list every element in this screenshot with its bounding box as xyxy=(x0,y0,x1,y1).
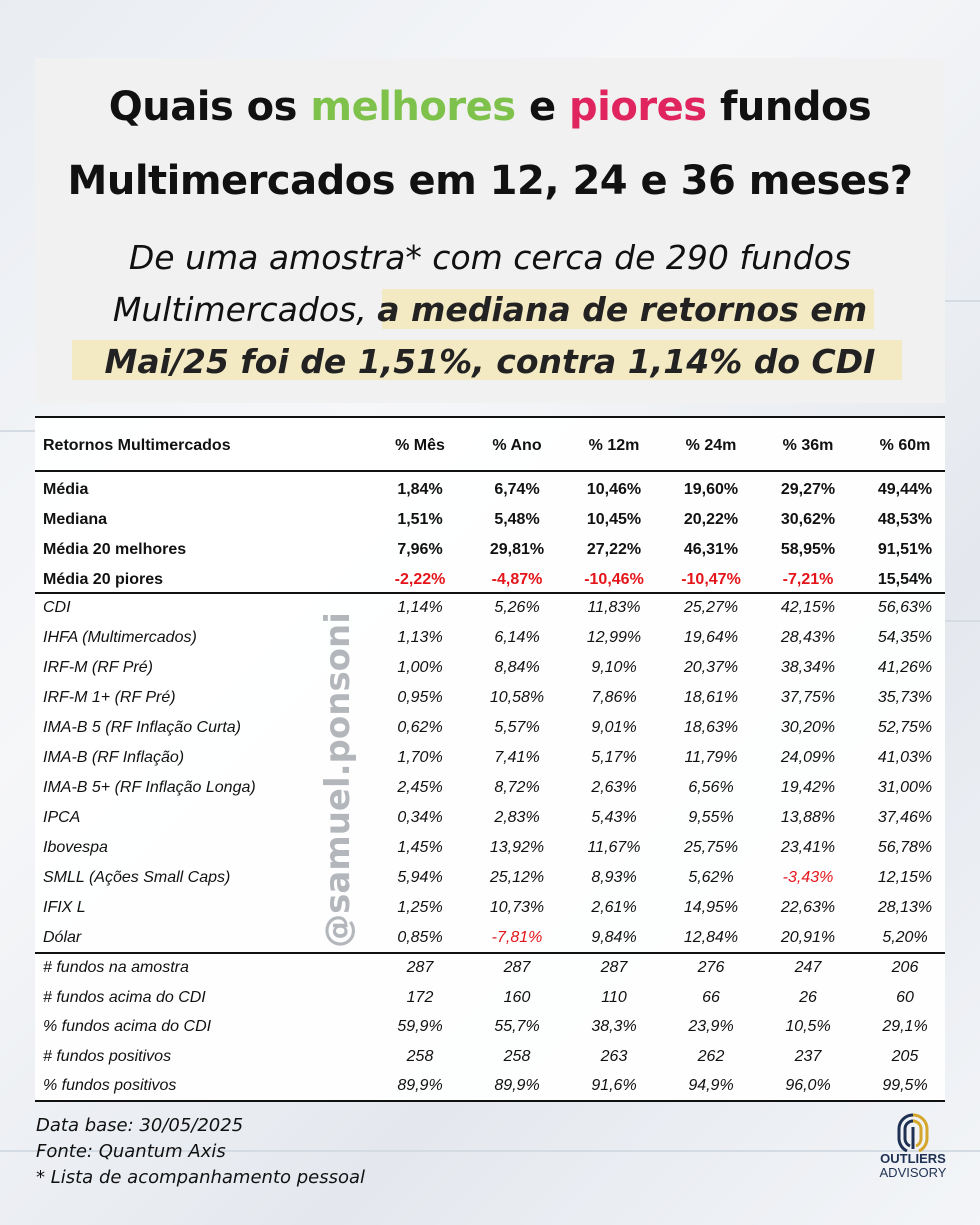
cell-value: 13,92% xyxy=(489,839,545,856)
cell-value: 37,46% xyxy=(877,809,933,826)
cell-value: 258 xyxy=(503,1047,531,1065)
cell-value: 29,27% xyxy=(780,481,836,498)
cell-value: 66 xyxy=(702,988,720,1006)
row-label: Mediana xyxy=(43,511,108,528)
row-label: CDI xyxy=(43,599,71,616)
cell-value: 5,20% xyxy=(882,929,928,946)
summary-row xyxy=(35,505,945,535)
benchmark-row xyxy=(35,773,945,803)
count-row xyxy=(35,1071,945,1101)
page-title-line1 xyxy=(0,84,980,130)
background-line xyxy=(0,430,35,432)
cell-value: 56,63% xyxy=(877,599,933,616)
benchmark-row xyxy=(35,743,945,773)
cell-value: 89,9% xyxy=(494,1077,540,1094)
cell-value: 262 xyxy=(697,1047,725,1065)
title-best-word: melhores xyxy=(310,84,516,130)
outliers-logo xyxy=(878,1112,948,1180)
benchmark-row xyxy=(35,923,945,953)
cell-value: 287 xyxy=(503,959,531,976)
cell-value: 15,54% xyxy=(877,571,933,588)
cell-value: 0,85% xyxy=(397,929,443,946)
cell-value: 10,73% xyxy=(489,899,545,916)
cell-value: 205 xyxy=(891,1047,919,1065)
column-header: % Ano xyxy=(492,437,542,454)
column-header: % 24m xyxy=(685,437,737,454)
cell-value: 56,78% xyxy=(877,839,933,856)
column-header: % 12m xyxy=(588,437,640,454)
title-text: Quais os xyxy=(108,84,311,130)
table-header-row xyxy=(35,431,945,461)
column-header: % 36m xyxy=(782,437,834,454)
cell-value: 8,93% xyxy=(591,869,637,886)
cell-value: 14,95% xyxy=(683,899,739,916)
cell-value: 19,64% xyxy=(683,629,739,646)
benchmark-row xyxy=(35,683,945,713)
count-row xyxy=(35,953,945,983)
cell-value: 58,95% xyxy=(780,541,836,558)
footer-note: * Lista de acompanhamento pessoal xyxy=(36,1167,366,1188)
title-text: fundos xyxy=(706,84,872,130)
cell-value: 19,42% xyxy=(780,779,836,796)
row-label: IMA-B 5+ (RF Inflação Longa) xyxy=(43,779,256,796)
cell-value: 91,6% xyxy=(591,1077,637,1094)
cell-value: 23,41% xyxy=(780,839,836,856)
cell-value: 20,37% xyxy=(683,659,739,676)
cell-value: 10,45% xyxy=(586,511,642,528)
cell-value: 28,43% xyxy=(780,629,836,646)
benchmark-row xyxy=(35,833,945,863)
benchmark-row xyxy=(35,653,945,683)
summary-row xyxy=(35,475,945,505)
cell-value: 59,9% xyxy=(397,1018,443,1035)
cell-value: 172 xyxy=(406,988,434,1006)
cell-value: 29,81% xyxy=(489,541,545,558)
cell-value: 0,34% xyxy=(397,809,443,826)
count-row xyxy=(35,983,945,1013)
cell-value: 38,3% xyxy=(591,1018,637,1035)
cell-value: 8,72% xyxy=(494,779,540,796)
subtitle-highlight-text: a mediana de retornos em xyxy=(377,290,868,329)
row-label: % fundos acima do CDI xyxy=(43,1018,212,1035)
cell-value: 41,26% xyxy=(877,659,933,676)
subtitle-line3: Mai/25 foi de 1,51%, contra 1,14% do CDI xyxy=(104,342,876,381)
cell-value: 247 xyxy=(794,959,822,976)
row-label: IFIX L xyxy=(43,899,86,916)
cell-value: 20,22% xyxy=(683,511,739,528)
cell-value: 31,00% xyxy=(877,779,933,796)
cell-value: 20,91% xyxy=(780,929,836,946)
cell-value: 110 xyxy=(601,988,627,1006)
cell-value: 96,0% xyxy=(785,1077,831,1094)
logo-text-advisory: ADVISORY xyxy=(879,1165,947,1180)
logo-text-outliers: OUTLIERS xyxy=(880,1151,946,1166)
row-label: Dólar xyxy=(43,929,82,946)
cell-value: 160 xyxy=(503,988,531,1006)
cell-value: 18,63% xyxy=(683,719,739,736)
column-header: % 60m xyxy=(879,437,931,454)
row-label: # fundos positivos xyxy=(43,1047,172,1065)
cell-value: 19,60% xyxy=(683,481,739,498)
cell-value: 27,22% xyxy=(586,541,642,558)
cell-value: 6,14% xyxy=(494,629,540,646)
cell-value: 0,95% xyxy=(397,689,443,706)
cell-value: 5,94% xyxy=(397,869,443,886)
cell-value: 1,25% xyxy=(397,899,443,916)
column-header: % Mês xyxy=(395,437,445,454)
cell-value: 42,15% xyxy=(780,599,836,616)
title-worst-word: piores xyxy=(569,84,707,130)
table-header-rule xyxy=(35,470,945,472)
row-label: Média 20 melhores xyxy=(43,541,187,558)
cell-value: 54,35% xyxy=(877,629,933,646)
cell-value: 46,31% xyxy=(683,541,739,558)
cell-value: 30,62% xyxy=(780,511,836,528)
table-top-rule xyxy=(35,416,945,418)
cell-value: 10,58% xyxy=(489,689,545,706)
cell-value: 5,48% xyxy=(494,511,540,528)
cell-value: 52,75% xyxy=(877,719,933,736)
cell-value: 25,27% xyxy=(683,599,739,616)
subtitle-line1: De uma amostra* com cerca de 290 fundos xyxy=(128,238,852,277)
row-label: IMA-B (RF Inflação) xyxy=(43,749,185,766)
cell-value: 22,63% xyxy=(780,899,836,916)
watermark-text: @samuel.ponsoni xyxy=(318,612,358,948)
cell-value: 1,70% xyxy=(397,749,443,766)
cell-value: 89,9% xyxy=(397,1077,443,1094)
row-label: SMLL (Ações Small Caps) xyxy=(43,869,231,886)
cell-value: 12,15% xyxy=(877,869,933,886)
cell-value: 1,14% xyxy=(397,599,443,616)
cell-value: 12,99% xyxy=(586,629,642,646)
cell-value: 91,51% xyxy=(877,541,933,558)
subtitle-line2 xyxy=(0,290,980,329)
footer-date: Data base: 30/05/2025 xyxy=(36,1115,244,1136)
cell-value: 18,61% xyxy=(683,689,739,706)
cell-value: 25,75% xyxy=(683,839,739,856)
row-label: Média 20 piores xyxy=(43,571,164,588)
cell-value: 1,00% xyxy=(397,659,443,676)
title-text: e xyxy=(515,84,570,130)
cell-value: 41,03% xyxy=(877,749,933,766)
cell-value: 26 xyxy=(799,988,817,1006)
count-row xyxy=(35,1012,945,1042)
watermark xyxy=(318,610,358,950)
cell-value: 49,44% xyxy=(877,481,933,498)
cell-value: 5,62% xyxy=(688,869,734,886)
cell-value: 6,74% xyxy=(494,481,540,498)
cell-value: 94,9% xyxy=(688,1077,734,1094)
cell-value: 11,67% xyxy=(587,839,641,856)
cell-value: 8,84% xyxy=(494,659,540,676)
cell-value: 7,96% xyxy=(397,541,443,558)
cell-value: -7,21% xyxy=(782,571,834,588)
cell-value: 29,1% xyxy=(882,1018,928,1035)
cell-value: 5,26% xyxy=(494,599,540,616)
cell-value: 11,83% xyxy=(587,599,641,616)
row-label: IPCA xyxy=(43,809,81,826)
cell-value: 7,41% xyxy=(494,749,540,766)
cell-value: 2,45% xyxy=(397,779,443,796)
cell-value: 99,5% xyxy=(882,1077,928,1094)
page-title-line2: Multimercados em 12, 24 e 36 meses? xyxy=(67,158,913,204)
row-label: IMA-B 5 (RF Inflação Curta) xyxy=(43,719,241,736)
row-label: # fundos na amostra xyxy=(43,959,189,976)
row-label: IRF-M (RF Pré) xyxy=(43,659,153,676)
row-label: Ibovespa xyxy=(43,839,108,856)
summary-row xyxy=(35,535,945,565)
cell-value: 38,34% xyxy=(780,659,836,676)
cell-value: 24,09% xyxy=(780,749,836,766)
cell-value: 1,45% xyxy=(397,839,443,856)
cell-value: 25,12% xyxy=(489,869,545,886)
cell-value: 206 xyxy=(891,959,919,976)
cell-value: 7,86% xyxy=(591,689,637,706)
cell-value: 1,84% xyxy=(397,481,443,498)
row-label: # fundos acima do CDI xyxy=(43,988,206,1006)
benchmark-row xyxy=(35,863,945,893)
cell-value: 5,43% xyxy=(591,809,637,826)
benchmark-row xyxy=(35,713,945,743)
cell-value: 10,5% xyxy=(785,1018,831,1035)
cell-value: 9,84% xyxy=(591,929,637,946)
cell-value: -2,22% xyxy=(394,571,446,588)
benchmark-row xyxy=(35,893,945,923)
cell-value: -4,87% xyxy=(491,571,543,588)
cell-value: 9,01% xyxy=(591,719,637,736)
row-label: IHFA (Multimercados) xyxy=(43,629,197,646)
cell-value: -10,47% xyxy=(681,571,741,588)
cell-value: 287 xyxy=(406,959,434,976)
row-label: % fundos positivos xyxy=(43,1077,177,1094)
row-label: Média xyxy=(43,481,89,498)
row-label: IRF-M 1+ (RF Pré) xyxy=(43,689,176,706)
cell-value: 60 xyxy=(896,988,914,1006)
cell-value: 23,9% xyxy=(688,1018,734,1035)
cell-value: 11,79% xyxy=(684,749,738,766)
cell-value: -10,46% xyxy=(584,571,644,588)
benchmark-row xyxy=(35,803,945,833)
cell-value: 9,55% xyxy=(688,809,734,826)
cell-value: 0,62% xyxy=(397,719,443,736)
cell-value: 48,53% xyxy=(877,511,933,528)
cell-value: 30,20% xyxy=(780,719,836,736)
cell-value: 9,10% xyxy=(591,659,637,676)
cell-value: -3,43% xyxy=(782,869,834,886)
cell-value: 2,83% xyxy=(494,809,540,826)
benchmark-row xyxy=(35,623,945,653)
benchmark-row xyxy=(35,593,945,623)
count-row xyxy=(35,1042,945,1072)
cell-value: 28,13% xyxy=(877,899,933,916)
footer-source: Fonte: Quantum Axis xyxy=(36,1141,226,1162)
cell-value: 1,13% xyxy=(397,629,443,646)
cell-value: 55,7% xyxy=(494,1018,540,1035)
cell-value: 263 xyxy=(600,1047,628,1065)
cell-value: 2,61% xyxy=(591,899,637,916)
cell-value: 258 xyxy=(406,1047,434,1065)
column-header: Retornos Multimercados xyxy=(43,437,231,454)
cell-value: 1,51% xyxy=(397,511,443,528)
cell-value: 37,75% xyxy=(780,689,836,706)
summary-row xyxy=(35,565,945,595)
cell-value: 35,73% xyxy=(877,689,933,706)
logo-mark-icon xyxy=(896,1112,930,1152)
cell-value: 287 xyxy=(600,959,628,976)
cell-value: 6,56% xyxy=(688,779,734,796)
subtitle-text: Multimercados, xyxy=(112,290,378,329)
cell-value: 10,46% xyxy=(586,481,642,498)
cell-value: 12,84% xyxy=(683,929,739,946)
cell-value: 5,17% xyxy=(591,749,637,766)
cell-value: 2,63% xyxy=(591,779,637,796)
cell-value: -7,81% xyxy=(491,929,543,946)
cell-value: 276 xyxy=(697,959,725,976)
cell-value: 13,88% xyxy=(780,809,836,826)
cell-value: 5,57% xyxy=(494,719,540,736)
cell-value: 237 xyxy=(794,1047,822,1065)
